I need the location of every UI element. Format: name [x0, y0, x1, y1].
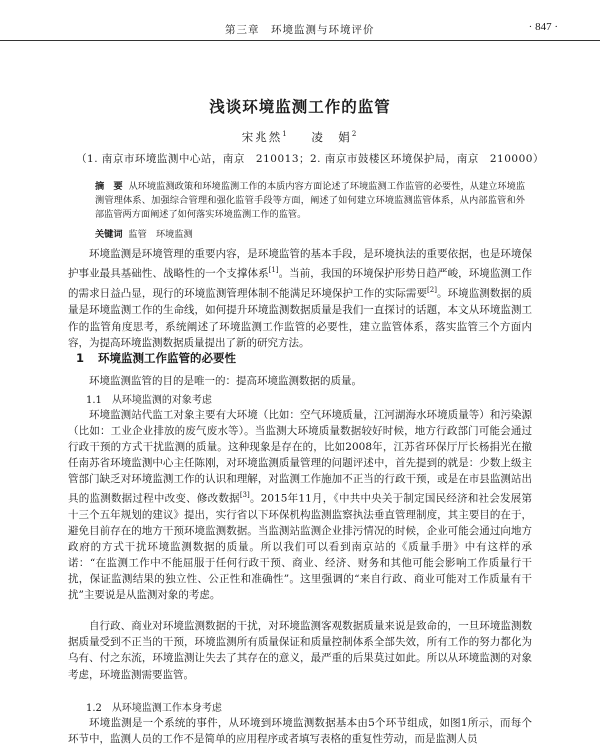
paragraph-text-b: 。2015年11月，《中共中央关于制定国民经济和社会发展第十三个五年规划的建议》提出，实行省以下环保机构监测监察执法垂直管理制度，其主要目的在于，避免目前存在的地方干预环境监测数据。当监测站监测企业排污情况的时候，企业可能会通过向地方政府的方式干扰环境监测数据的质量。所以我们可以看到南京站的《质量手册》中有这样的承诺：“在监测工作中不能屈服于任何行政干预、商业、经济、财务和其他可能会影响工作质量行干扰，保证监测结果的独立性、公正性和准确性”。这里强调的“来自行政、商业可能对工作质量有干扰”主要说是从监测对象的考虑。	[68, 492, 533, 602]
article-title: 浅谈环境监测工作的监管	[209, 98, 391, 116]
author-2-mark: 2	[351, 130, 359, 139]
running-header	[0, 18, 600, 41]
subsection-1-1-paragraph-2: 自行政、商业对环境监测数据的干扰，对环境监测客观数据质量来说是致命的，一旦环境监测数据质量受到不正当的干预，环境监测所有质量保证和质量控制体系全部失效，所有工作的努力都化为乌有、付之东流，环境监测让失去了其存在的意义，最严重的后果莫过如此。所以从环境监测的对象考虑，环境监测需要监管。	[68, 620, 532, 681]
subsection-1-1-heading: 1.1 从环境监测的对象考虑	[86, 395, 212, 406]
section-1-lead: 环境监测监管的目的是唯一的：提高环境监测数据的质量。	[89, 375, 362, 387]
intro-text-2: 。当前，我国的环境保护形势日趋严峻，环境监测工作的需求日益凸显，现行的环境监测管理体制不能满足环境保护工作的实际需要	[68, 267, 533, 300]
authors-line	[0, 129, 600, 145]
citation-1: [1]	[268, 266, 279, 275]
keywords-text: 监管 环境监测	[128, 229, 193, 240]
subsection-1-1-paragraph-1	[68, 407, 532, 603]
author-1-mark: 1	[282, 130, 289, 139]
intro-text-1: 环境监测是环境管理的重要内容，是环境监管的基本手段，是环境执法的重要依据，也是环境保护事业最具基础性、战略性的一个支撑体系	[68, 248, 532, 280]
subsection-1-2-heading: 1.2 从环境监测工作本身考虑	[86, 703, 222, 714]
affiliations: （1. 南京市环境监测中心站，南京 210013；2. 南京市鼓楼区环境保护局，南京 210000）	[76, 153, 544, 165]
page-number: · 847 ·	[528, 21, 558, 33]
subsection-1-2-paragraph-1: 环境监测是一个系统的事件，从环境到环境监测数据基本由5个环节组成，如图1所示，而每个环节中，监测人员的工作不是简单的应用程序或者填写表格的重复性劳动，而是监测人员	[68, 717, 532, 746]
abstract	[95, 180, 525, 221]
abstract-text: 从环境监测政策和环境监测工作的本质内容方面论述了环境监测工作监管的必要性，从建立环境监测管理体系、加强综合管理和强化监管手段等方面，阐述了如何建立环境监测监管体系，从内部监管和外部监管两方面阐述了如何落实环境监测工作的监管。	[95, 181, 526, 220]
chapter-title: 第三章 环境监测与环境评价	[225, 24, 375, 36]
section-1-title: 环境监测工作监管的必要性	[98, 351, 236, 365]
citation-3: [3]	[239, 491, 250, 500]
section-1-heading	[68, 350, 236, 366]
section-1-number: 1	[76, 351, 85, 365]
abstract-label: 摘 要	[95, 181, 123, 192]
intro-text-3: 。环境监测数据的质量是环境监测工作的生命线，如何提升环境监测数据质量是我们一直探讨的话题，本文从环境监测工作的监管角度思考，系统阐述了环境监测工作监管的必要性，建立监管体系，落实监管三个方面内容，为提高环境监测数据质量提出了新的研究方法。	[68, 287, 533, 350]
keywords-label: 关键词	[95, 229, 123, 240]
author-2: 凌 娟	[311, 130, 352, 144]
paragraph-text-a: 环境监测站代监工对象主要有大环境（比如：空气环境质量，江河湖海水环境质量等）和污染源（比如：工业企业排放的废气废水等）。当监测大环境质量数据较好时候，地方行政部门可能会通过行政干预的方式干扰监测的质量。这种现象是存在的，比如2008年，江苏省环保厅厅长杨捐光在撤任南苏省环境监测中心主任陈刚，对环境监测质量管理的问题评述中，首先提到的就是：少数上级主管部门缺乏对环境监测工作的认识和理解，对监测工作施加不正当的行政干预，或是在市县监测站出具的监测数据过程中改变、修改数据	[68, 409, 532, 505]
intro-paragraph	[68, 246, 532, 351]
keywords	[95, 226, 525, 240]
author-1: 宋兆然	[241, 130, 283, 144]
citation-2: [2]	[427, 286, 437, 295]
